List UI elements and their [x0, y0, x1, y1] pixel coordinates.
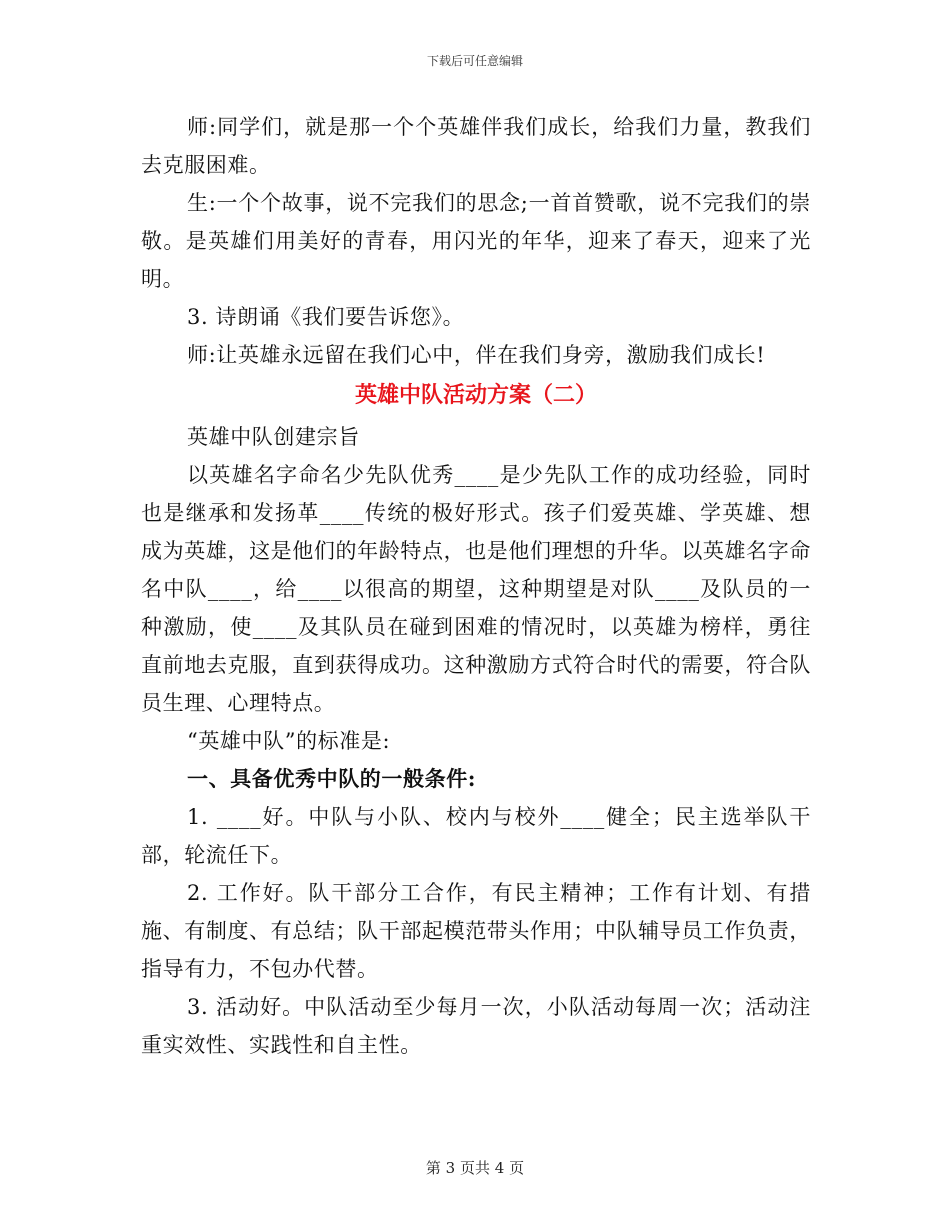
paragraph-recitation: 3. 诗朗诵《我们要告诉您》。 — [187, 305, 465, 329]
paragraph-teacher-1: 师:同学们，就是那一个个英雄伴我们成长，给我们力量，教我们去克服困难。 — [141, 115, 811, 177]
paragraph-item-3: 3. 活动好。中队活动至少每月一次，小队活动每周一次；活动注重实效性、实践性和自主性。 — [141, 995, 811, 1057]
paragraph-purpose-heading: 英雄中队创建宗旨 — [187, 425, 360, 449]
paragraph-item-1: 1. ____好。中队与小队、校内与校外____健全；民主选举队干部，轮流任下。 — [141, 805, 811, 867]
paragraph-item-2: 2. 工作好。队干部分工合作，有民主精神；工作有计划、有措施、有制度、有总结；队干部起模范带头作用；中队辅导员工作负责，指导有力，不包办代替。 — [141, 881, 811, 981]
paragraph-purpose-body: 以英雄名字命名少先队优秀____是少先队工作的成功经验，同时也是继承和发扬革____传统的极好形式。孩子们爱英雄、学英雄、想成为英雄，这是他们的年龄特点，也是他们理想的升华。以英雄名字命名中队____，给____以很高的期望，这种期望是对队____及队员的一种激励，使____及其队员在碰到困难的情况时，以英雄为榜样，勇往直前地去克服，直到获得成功。这种激励方式符合时代的需要，符合队员生理、心理特点。 — [141, 463, 811, 715]
paragraph-standard-intro: “英雄中队”的标准是: — [187, 729, 391, 753]
paragraph-teacher-2: 师:让英雄永远留在我们心中，伴在我们身旁，激励我们成长! — [187, 343, 766, 367]
page-header: 下载后可任意编辑 — [426, 54, 523, 68]
document-body — [141, 108, 811, 1064]
section-title: 英雄中队活动方案（二） — [354, 383, 597, 408]
paragraph-condition-heading: 一、具备优秀中队的一般条件: — [187, 766, 477, 791]
page-footer: 第 3 页共 4 页 — [425, 1159, 525, 1177]
paragraph-student: 生:一个个故事，说不完我们的思念;一首首赞歌，说不完我们的崇敬。是英雄们用美好的青春，用闪光的年华，迎来了春天，迎来了光明。 — [141, 191, 811, 291]
